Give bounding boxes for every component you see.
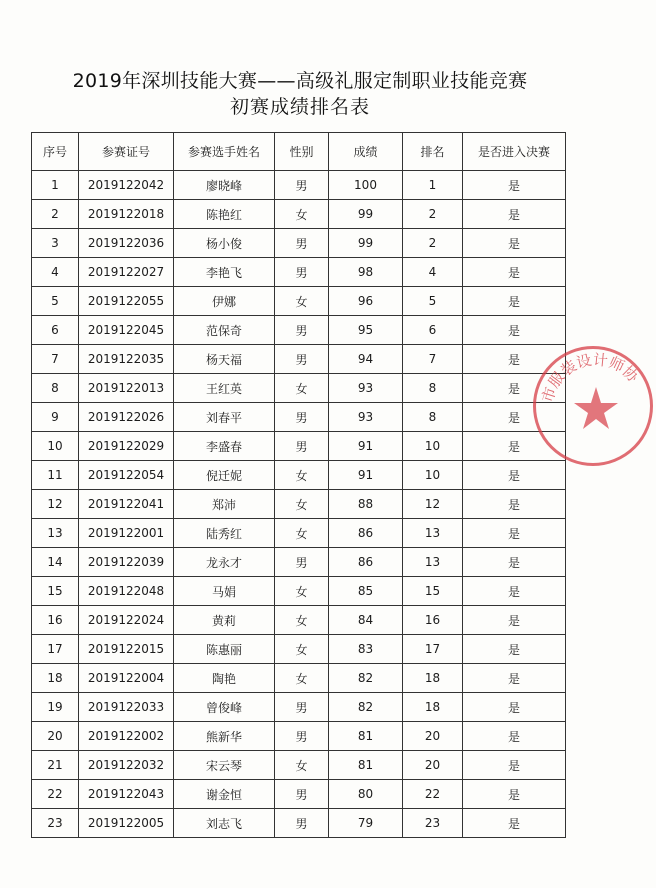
cell-score: 81 (329, 751, 403, 780)
cell-gender: 女 (275, 374, 329, 403)
cell-score: 80 (329, 780, 403, 809)
cell-contestant-name: 刘志飞 (174, 809, 275, 838)
cell-entry-number: 2019122035 (79, 345, 174, 374)
cell-score: 85 (329, 577, 403, 606)
cell-contestant-name: 马娟 (174, 577, 275, 606)
cell-finals: 是 (463, 171, 566, 200)
document-subtitle: 初赛成绩排名表 (229, 96, 370, 118)
table-row (32, 577, 566, 606)
cell-rank: 2 (403, 229, 463, 258)
cell-index: 9 (32, 403, 79, 432)
table-row (32, 548, 566, 577)
cell-entry-number: 2019122013 (79, 374, 174, 403)
cell-entry-number: 2019122041 (79, 490, 174, 519)
table-row (32, 809, 566, 838)
cell-finals: 是 (463, 635, 566, 664)
cell-entry-number: 2019122036 (79, 229, 174, 258)
cell-contestant-name: 陈惠丽 (174, 635, 275, 664)
cell-rank: 12 (403, 490, 463, 519)
table-row (32, 664, 566, 693)
table-row (32, 432, 566, 461)
results-table (31, 132, 566, 838)
cell-rank: 10 (403, 432, 463, 461)
cell-finals: 是 (463, 519, 566, 548)
cell-entry-number: 2019122005 (79, 809, 174, 838)
cell-entry-number: 2019122002 (79, 722, 174, 751)
cell-finals: 是 (463, 780, 566, 809)
cell-entry-number: 2019122043 (79, 780, 174, 809)
cell-rank: 20 (403, 722, 463, 751)
cell-rank: 7 (403, 345, 463, 374)
cell-rank: 10 (403, 461, 463, 490)
cell-gender: 男 (275, 403, 329, 432)
cell-index: 3 (32, 229, 79, 258)
cell-gender: 男 (275, 316, 329, 345)
cell-score: 81 (329, 722, 403, 751)
cell-entry-number: 2019122026 (79, 403, 174, 432)
cell-contestant-name: 杨天福 (174, 345, 275, 374)
table-row (32, 316, 566, 345)
cell-rank: 13 (403, 548, 463, 577)
table-row (32, 461, 566, 490)
cell-score: 83 (329, 635, 403, 664)
cell-score: 82 (329, 664, 403, 693)
header-score: 成绩 (329, 133, 403, 171)
cell-score: 82 (329, 693, 403, 722)
cell-index: 18 (32, 664, 79, 693)
cell-index: 15 (32, 577, 79, 606)
table-row (32, 345, 566, 374)
table-row (32, 258, 566, 287)
cell-finals: 是 (463, 200, 566, 229)
cell-finals: 是 (463, 432, 566, 461)
cell-index: 10 (32, 432, 79, 461)
table-row (32, 519, 566, 548)
cell-rank: 22 (403, 780, 463, 809)
table-row (32, 374, 566, 403)
cell-gender: 女 (275, 287, 329, 316)
cell-finals: 是 (463, 809, 566, 838)
cell-contestant-name: 王红英 (174, 374, 275, 403)
cell-entry-number: 2019122018 (79, 200, 174, 229)
cell-rank: 4 (403, 258, 463, 287)
cell-entry-number: 2019122033 (79, 693, 174, 722)
cell-index: 12 (32, 490, 79, 519)
cell-contestant-name: 曾俊峰 (174, 693, 275, 722)
cell-contestant-name: 伊娜 (174, 287, 275, 316)
cell-rank: 6 (403, 316, 463, 345)
cell-entry-number: 2019122004 (79, 664, 174, 693)
cell-finals: 是 (463, 345, 566, 374)
cell-rank: 5 (403, 287, 463, 316)
cell-contestant-name: 陈艳红 (174, 200, 275, 229)
cell-rank: 13 (403, 519, 463, 548)
cell-rank: 15 (403, 577, 463, 606)
cell-contestant-name: 黄莉 (174, 606, 275, 635)
cell-index: 8 (32, 374, 79, 403)
cell-gender: 女 (275, 751, 329, 780)
cell-entry-number: 2019122001 (79, 519, 174, 548)
cell-entry-number: 2019122024 (79, 606, 174, 635)
cell-rank: 20 (403, 751, 463, 780)
cell-gender: 女 (275, 635, 329, 664)
table-row (32, 722, 566, 751)
cell-score: 100 (329, 171, 403, 200)
cell-contestant-name: 廖晓峰 (174, 171, 275, 200)
cell-entry-number: 2019122027 (79, 258, 174, 287)
cell-gender: 男 (275, 780, 329, 809)
cell-rank: 23 (403, 809, 463, 838)
cell-gender: 女 (275, 519, 329, 548)
cell-entry-number: 2019122029 (79, 432, 174, 461)
table-row (32, 229, 566, 258)
cell-index: 16 (32, 606, 79, 635)
official-seal (533, 346, 653, 466)
cell-finals: 是 (463, 258, 566, 287)
cell-index: 7 (32, 345, 79, 374)
cell-index: 14 (32, 548, 79, 577)
cell-rank: 8 (403, 403, 463, 432)
cell-gender: 女 (275, 577, 329, 606)
cell-rank: 18 (403, 693, 463, 722)
cell-entry-number: 2019122045 (79, 316, 174, 345)
cell-entry-number: 2019122042 (79, 171, 174, 200)
cell-contestant-name: 李艳飞 (174, 258, 275, 287)
cell-gender: 男 (275, 693, 329, 722)
cell-rank: 8 (403, 374, 463, 403)
cell-rank: 18 (403, 664, 463, 693)
table-row (32, 606, 566, 635)
header-contestant-name: 参赛选手姓名 (174, 133, 275, 171)
cell-score: 91 (329, 461, 403, 490)
cell-score: 84 (329, 606, 403, 635)
table-row (32, 171, 566, 200)
cell-gender: 女 (275, 461, 329, 490)
cell-index: 22 (32, 780, 79, 809)
header-gender: 性别 (275, 133, 329, 171)
cell-index: 11 (32, 461, 79, 490)
cell-finals: 是 (463, 374, 566, 403)
table-row (32, 780, 566, 809)
table-row (32, 751, 566, 780)
cell-score: 99 (329, 200, 403, 229)
document-title: 2019年深圳技能大赛——高级礼服定制职业技能竞赛 (72, 70, 528, 92)
cell-contestant-name: 陆秀红 (174, 519, 275, 548)
cell-rank: 1 (403, 171, 463, 200)
cell-gender: 男 (275, 258, 329, 287)
cell-entry-number: 2019122039 (79, 548, 174, 577)
cell-index: 23 (32, 809, 79, 838)
cell-entry-number: 2019122032 (79, 751, 174, 780)
cell-gender: 男 (275, 722, 329, 751)
cell-finals: 是 (463, 751, 566, 780)
cell-contestant-name: 范保奇 (174, 316, 275, 345)
cell-finals: 是 (463, 722, 566, 751)
cell-score: 95 (329, 316, 403, 345)
cell-score: 94 (329, 345, 403, 374)
cell-score: 86 (329, 548, 403, 577)
cell-gender: 女 (275, 200, 329, 229)
cell-gender: 女 (275, 490, 329, 519)
cell-score: 93 (329, 403, 403, 432)
cell-finals: 是 (463, 577, 566, 606)
cell-gender: 女 (275, 664, 329, 693)
cell-contestant-name: 郑沛 (174, 490, 275, 519)
cell-rank: 16 (403, 606, 463, 635)
cell-contestant-name: 李盛春 (174, 432, 275, 461)
cell-contestant-name: 陶艳 (174, 664, 275, 693)
table-row (32, 403, 566, 432)
table-row (32, 490, 566, 519)
cell-finals: 是 (463, 287, 566, 316)
cell-entry-number: 2019122048 (79, 577, 174, 606)
cell-entry-number: 2019122055 (79, 287, 174, 316)
cell-index: 2 (32, 200, 79, 229)
cell-contestant-name: 熊新华 (174, 722, 275, 751)
cell-index: 13 (32, 519, 79, 548)
header-rank: 排名 (403, 133, 463, 171)
cell-finals: 是 (463, 548, 566, 577)
cell-entry-number: 2019122054 (79, 461, 174, 490)
table-row (32, 635, 566, 664)
header-entry-number: 参赛证号 (79, 133, 174, 171)
cell-finals: 是 (463, 229, 566, 258)
cell-score: 98 (329, 258, 403, 287)
cell-index: 1 (32, 171, 79, 200)
cell-contestant-name: 倪迁妮 (174, 461, 275, 490)
cell-finals: 是 (463, 693, 566, 722)
cell-score: 91 (329, 432, 403, 461)
header-finals: 是否进入决赛 (463, 133, 566, 171)
cell-contestant-name: 宋云琴 (174, 751, 275, 780)
table-row (32, 693, 566, 722)
cell-gender: 男 (275, 432, 329, 461)
cell-finals: 是 (463, 403, 566, 432)
cell-rank: 17 (403, 635, 463, 664)
cell-gender: 女 (275, 606, 329, 635)
cell-finals: 是 (463, 316, 566, 345)
cell-index: 21 (32, 751, 79, 780)
cell-score: 79 (329, 809, 403, 838)
cell-score: 93 (329, 374, 403, 403)
cell-gender: 男 (275, 171, 329, 200)
cell-index: 17 (32, 635, 79, 664)
cell-score: 96 (329, 287, 403, 316)
header-row (32, 133, 566, 171)
svg-text:市服装设计师协: 市服装设计师协 (538, 350, 643, 405)
cell-index: 4 (32, 258, 79, 287)
cell-entry-number: 2019122015 (79, 635, 174, 664)
table-row (32, 287, 566, 316)
header-index: 序号 (32, 133, 79, 171)
cell-index: 20 (32, 722, 79, 751)
cell-contestant-name: 杨小俊 (174, 229, 275, 258)
cell-contestant-name: 龙永才 (174, 548, 275, 577)
cell-index: 19 (32, 693, 79, 722)
table-row (32, 200, 566, 229)
cell-contestant-name: 谢金恒 (174, 780, 275, 809)
cell-score: 88 (329, 490, 403, 519)
cell-index: 6 (32, 316, 79, 345)
cell-contestant-name: 刘春平 (174, 403, 275, 432)
cell-index: 5 (32, 287, 79, 316)
cell-score: 99 (329, 229, 403, 258)
cell-finals: 是 (463, 606, 566, 635)
cell-finals: 是 (463, 490, 566, 519)
cell-finals: 是 (463, 664, 566, 693)
cell-gender: 男 (275, 548, 329, 577)
cell-finals: 是 (463, 461, 566, 490)
cell-rank: 2 (403, 200, 463, 229)
cell-gender: 男 (275, 809, 329, 838)
cell-score: 86 (329, 519, 403, 548)
cell-gender: 男 (275, 229, 329, 258)
cell-gender: 男 (275, 345, 329, 374)
